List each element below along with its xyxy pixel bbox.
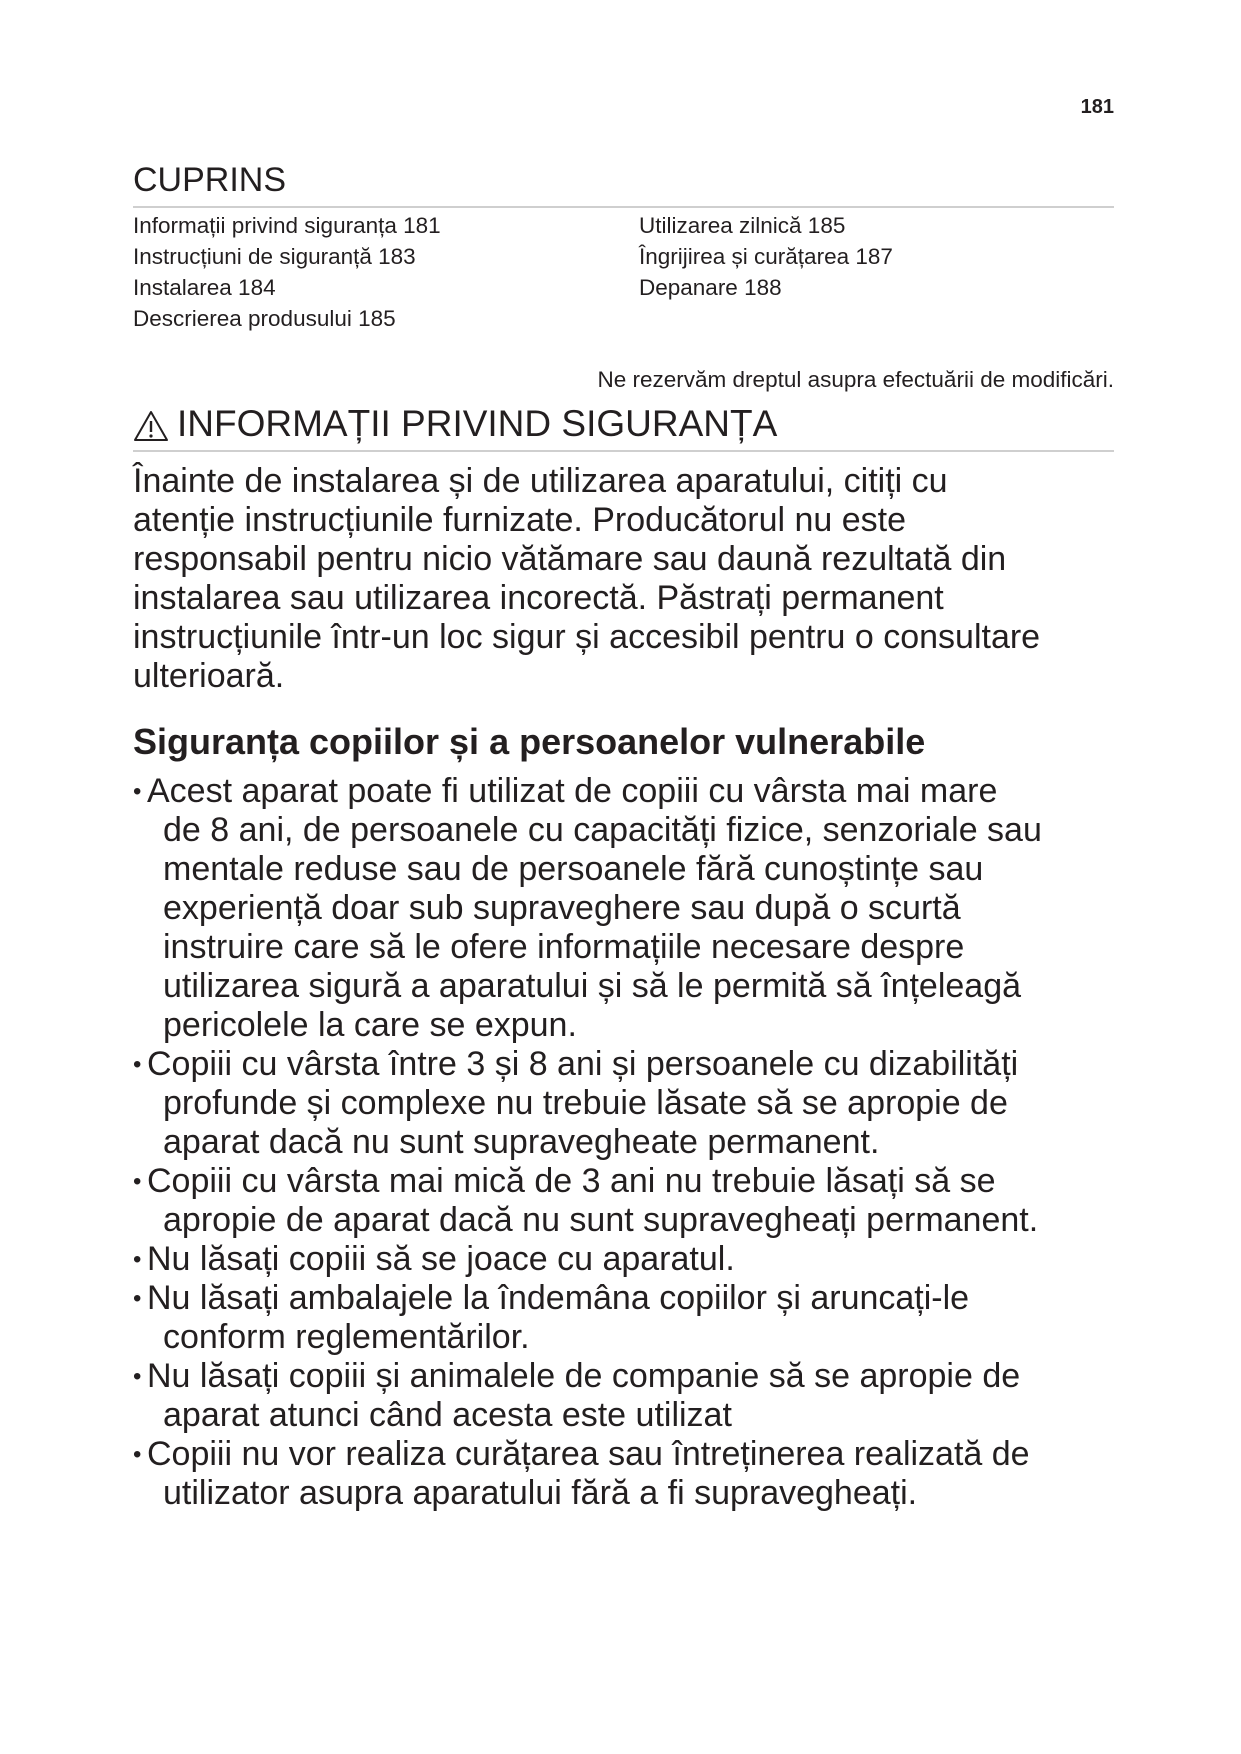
list-item bbox=[133, 1357, 1114, 1435]
bullet-icon: • bbox=[133, 1246, 142, 1273]
list-item bbox=[133, 772, 1114, 1045]
toc-entry[interactable]: Descrierea produsului 185 bbox=[133, 306, 396, 331]
intro-line: responsabil pentru nicio vătămare sau daună rezultată din bbox=[133, 540, 1007, 578]
page-content bbox=[133, 160, 1114, 1513]
bullet-line: profunde și complexe nu trebuie lăsate să se apropie de bbox=[163, 1084, 1008, 1122]
bullet-line: mentale reduse sau de persoanele fără cunoștințe sau bbox=[163, 850, 984, 888]
bullet-icon: • bbox=[133, 1441, 142, 1468]
bullet-line: apropie de aparat dacă nu sunt supravegheați permanent. bbox=[163, 1201, 1039, 1239]
bullet-list bbox=[133, 772, 1114, 1513]
warning-icon bbox=[133, 408, 169, 440]
bullet-line: de 8 ani, de persoanele cu capacități fizice, senzoriale sau bbox=[163, 811, 1042, 849]
intro-line: instrucțiunile într-un loc sigur și accesibil pentru o consultare bbox=[133, 618, 1041, 656]
toc-entry[interactable]: Instalarea 184 bbox=[133, 275, 276, 300]
bullet-line: Nu lăsați ambalajele la îndemâna copiilor și aruncați-le bbox=[147, 1279, 970, 1317]
page-number: 181 bbox=[1080, 96, 1114, 118]
bullet-line: instruire care să le ofere informațiile necesare despre bbox=[163, 928, 965, 966]
bullet-icon: • bbox=[133, 778, 142, 805]
toc-entry[interactable]: Utilizarea zilnică 185 bbox=[639, 213, 846, 238]
subsection-title: Siguranța copiilor și a persoanelor vulnerabile bbox=[133, 721, 926, 762]
list-item bbox=[133, 1045, 1114, 1162]
bullet-line: utilizarea sigură a aparatului și să le permită să înțeleagă bbox=[163, 967, 1022, 1005]
list-item bbox=[133, 1279, 1114, 1357]
bullet-line: Nu lăsați copiii și animalele de companie să se apropie de bbox=[147, 1357, 1021, 1395]
intro-line: instalarea sau utilizarea incorectă. Păstrați permanent bbox=[133, 579, 944, 617]
table-of-contents bbox=[133, 210, 1114, 334]
intro-line: Înainte de instalarea și de utilizarea aparatului, citiți cu bbox=[133, 462, 948, 500]
toc-entry[interactable]: Instrucțiuni de siguranță 183 bbox=[133, 244, 416, 269]
bullet-line: Acest aparat poate fi utilizat de copiii cu vârsta mai mare bbox=[147, 772, 998, 810]
bullet-line: pericolele la care se expun. bbox=[163, 1006, 577, 1044]
bullet-icon: • bbox=[133, 1285, 142, 1312]
intro-paragraph bbox=[133, 462, 1114, 696]
section-heading bbox=[133, 402, 1114, 446]
bullet-line: Nu lăsați copiii să se joace cu aparatul. bbox=[147, 1240, 735, 1278]
bullet-line: aparat atunci când acesta este utilizat bbox=[163, 1396, 732, 1434]
list-item bbox=[133, 1240, 1114, 1279]
list-item bbox=[133, 1162, 1114, 1240]
toc-divider bbox=[133, 206, 1114, 208]
section-divider bbox=[133, 450, 1114, 452]
intro-line: atenție instrucțiunile furnizate. Producătorul nu este bbox=[133, 501, 907, 539]
bullet-line: utilizator asupra aparatului fără a fi supravegheați. bbox=[163, 1474, 918, 1512]
disclaimer: Ne rezervăm dreptul asupra efectuării de modificări. bbox=[597, 367, 1114, 392]
toc-entry[interactable]: Îngrijirea și curățarea 187 bbox=[639, 244, 893, 269]
bullet-line: experiență doar sub supraveghere sau după o scurtă bbox=[163, 889, 961, 927]
bullet-line: aparat dacă nu sunt supravegheate permanent. bbox=[163, 1123, 880, 1161]
section-title: INFORMAȚII PRIVIND SIGURANȚA bbox=[177, 403, 778, 444]
bullet-line: Copiii cu vârsta mai mică de 3 ani nu trebuie lăsați să se bbox=[147, 1162, 996, 1200]
bullet-line: Copiii cu vârsta între 3 și 8 ani și persoanele cu dizabilități bbox=[147, 1045, 1019, 1083]
bullet-icon: • bbox=[133, 1363, 142, 1390]
bullet-icon: • bbox=[133, 1168, 142, 1195]
toc-column-right bbox=[639, 210, 1114, 334]
list-item bbox=[133, 1435, 1114, 1513]
toc-title: CUPRINS bbox=[133, 161, 287, 199]
toc-column-left bbox=[133, 210, 639, 334]
bullet-line: conform reglementărilor. bbox=[163, 1318, 530, 1356]
toc-entry[interactable]: Depanare 188 bbox=[639, 275, 782, 300]
bullet-icon: • bbox=[133, 1051, 142, 1078]
bullet-line: Copiii nu vor realiza curățarea sau întreținerea realizată de bbox=[147, 1435, 1030, 1473]
intro-line: ulterioară. bbox=[133, 657, 285, 695]
toc-entry[interactable]: Informații privind siguranța 181 bbox=[133, 213, 441, 238]
